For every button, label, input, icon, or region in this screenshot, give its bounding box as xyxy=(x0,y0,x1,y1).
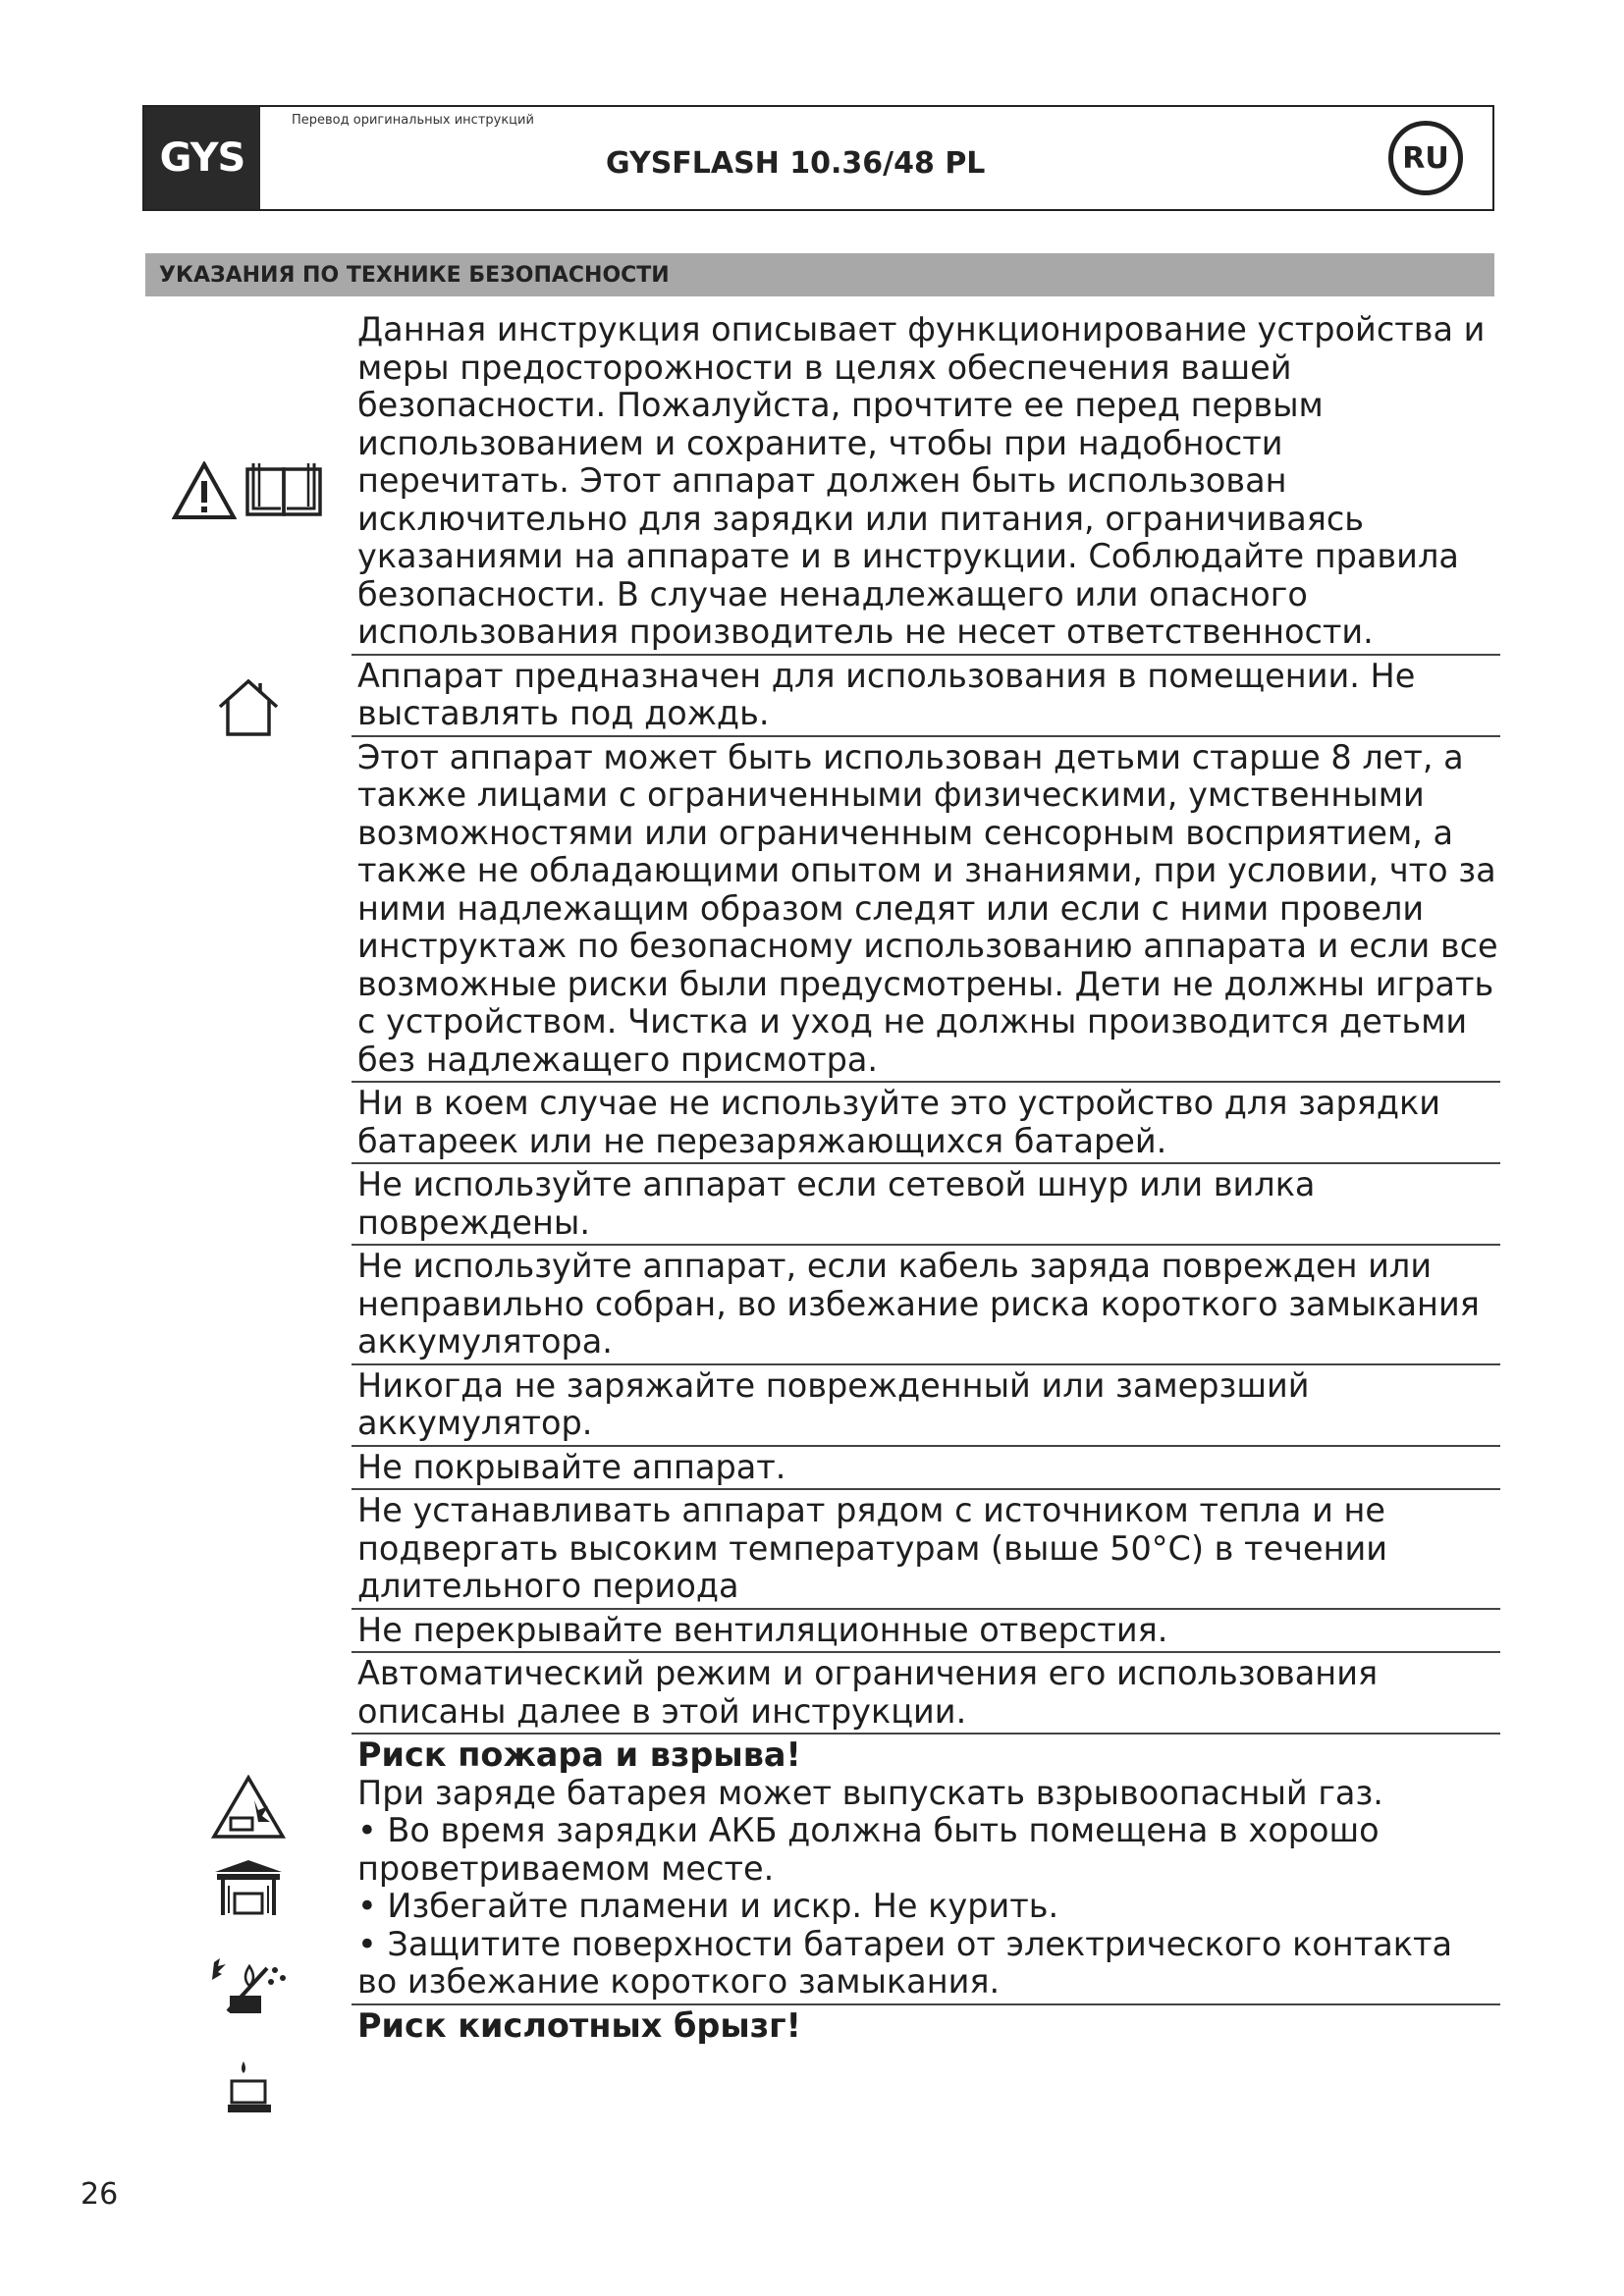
safety-block-do-not-cover xyxy=(352,1447,1500,1491)
model-title: GYSFLASH 10.36/48 PL xyxy=(606,146,986,181)
logo-text: GYS xyxy=(159,135,245,181)
safety-block-ventilation xyxy=(352,1610,1500,1654)
fire-risk-text: При заряде батарея может выпускать взрывоопасный газ. xyxy=(357,1773,1383,1812)
intro-text: Данная инструкция описывает функционирование устройства и меры предосторожности в целях обеспечения вашей безопасности. Пожалуйста, прочтите ее перед первым использованием и сохраните, чтобы при надобности перечитать. Этот аппарат должен быть использован исключительно для зарядки или питания, ограничиваясь указаниями на аппарате и в инструкции. Соблюдайте правила безопасности. В случае ненадлежащего или опасного использования производитель не несет ответственности. xyxy=(357,310,1486,651)
frozen-battery-text: Никогда не заряжайте поврежденный или замерзший аккумулятор. xyxy=(357,1365,1310,1442)
safety-block-damaged-cord xyxy=(352,1164,1500,1246)
page-number: 26 xyxy=(81,2177,119,2212)
fire-risk-bullet: • Во время зарядки АКБ должна быть помещена в хорошо проветриваемом месте. xyxy=(357,1811,1380,1888)
acid-splash-icon xyxy=(224,2059,275,2116)
fire-risk-bullet: • Защитите поверхности батареи от электрического контакта во избежание короткого замыкания. xyxy=(357,1924,1453,2001)
safety-block-acid-risk xyxy=(352,2005,1500,2048)
safety-block-intro xyxy=(352,309,1500,656)
document-header xyxy=(142,105,1494,211)
damaged-cable-text: Не используйте аппарат, если кабель заряда поврежден или неправильно собран, во избежание риска короткого замыкания аккумулятора. xyxy=(357,1247,1480,1361)
safety-block-heat xyxy=(352,1490,1500,1610)
non-rechargeable-text: Ни в коем случае не используйте это устройство для зарядки батареек или не перезаряжающихся батарей. xyxy=(357,1084,1441,1160)
gys-logo xyxy=(144,107,260,209)
safety-block-damaged-cable xyxy=(352,1246,1500,1365)
language-badge: RU xyxy=(1388,121,1463,195)
manual-book-icon xyxy=(244,459,324,520)
explosion-warning-icon xyxy=(211,1775,286,1840)
header-subtitle: Перевод оригинальных инструкций xyxy=(292,113,534,128)
safety-instructions xyxy=(352,309,1500,2047)
auto-mode-text: Автоматический режим и ограничения его использования описаны далее в этой инструкции. xyxy=(357,1654,1379,1731)
indoor-text: Аппарат предназначен для использования в помещении. Не выставлять под дождь. xyxy=(357,656,1416,732)
indoor-house-icon xyxy=(216,677,281,738)
damaged-cord-text: Не используйте аппарат если сетевой шнур или вилка повреждены. xyxy=(357,1165,1316,1242)
ventilated-shelter-icon xyxy=(211,1858,286,1919)
do-not-cover-text: Не покрывайте аппарат. xyxy=(357,1447,786,1486)
safety-block-children xyxy=(352,737,1500,1084)
safety-block-auto-mode xyxy=(352,1653,1500,1735)
children-text: Этот аппарат может быть использован детьми старше 8 лет, а также лицами с ограниченными физическими, умственными возможностями или ограниченным сенсорным восприятием, а также не обладающими опытом и знаниями, при условии, что за ними надлежащим образом следят или если с ними провели инструктаж по безопасному использованию аппарата и если все возможные риски были предусмотрены. Дети не должны играть с устройством. Чистка и уход не должны производится детьми без надлежащего присмотра. xyxy=(357,737,1498,1079)
safety-block-fire-risk xyxy=(352,1735,1500,2005)
warning-triangle-icon xyxy=(172,461,237,520)
heat-text: Не устанавливать аппарат рядом с источником тепла и не подвергать высоким температурам (выше 50°C) в течении длительного периода xyxy=(357,1491,1388,1605)
no-flames-icon xyxy=(206,1956,291,2017)
safety-block-frozen-battery xyxy=(352,1365,1500,1447)
safety-block-non-rechargeable xyxy=(352,1083,1500,1164)
fire-risk-bullet: • Избегайте пламени и искр. Не курить. xyxy=(357,1887,1059,1925)
section-title: УКАЗАНИЯ ПО ТЕХНИКЕ БЕЗОПАСНОСТИ xyxy=(145,253,1494,296)
acid-risk-title: Риск кислотных брызг! xyxy=(357,2005,801,2045)
fire-risk-title: Риск пожара и взрыва! xyxy=(357,1735,801,1774)
ventilation-text: Не перекрывайте вентиляционные отверстия. xyxy=(357,1610,1168,1649)
safety-block-indoor xyxy=(352,656,1500,737)
